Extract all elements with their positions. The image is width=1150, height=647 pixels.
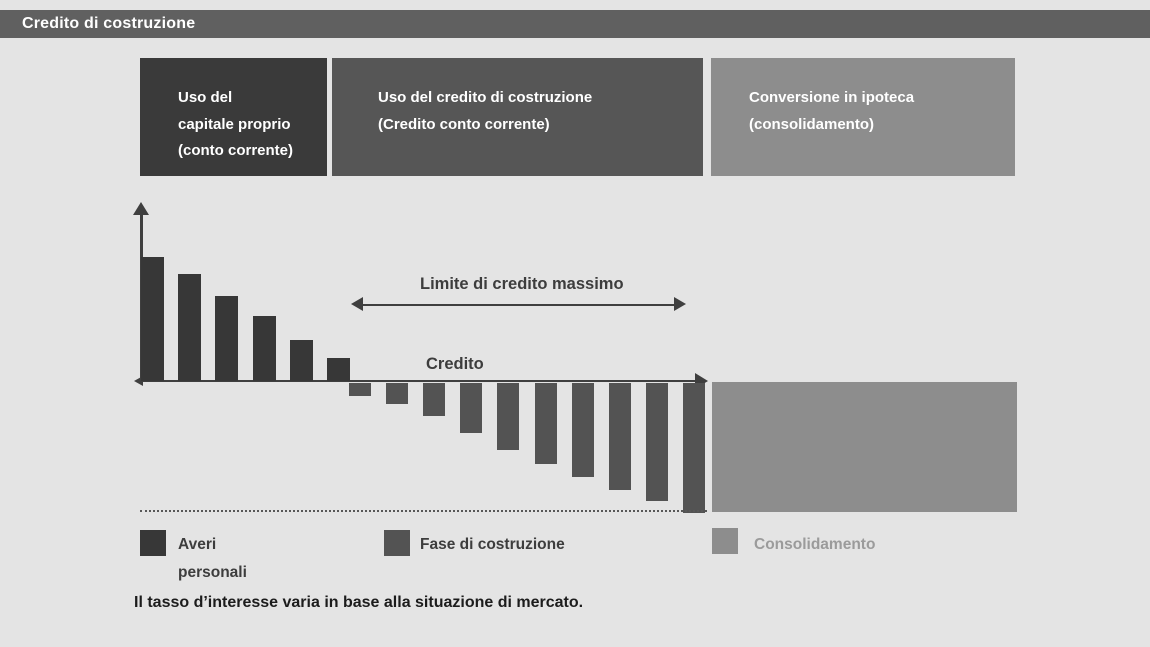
title-bar bbox=[0, 10, 1150, 38]
phase-box-equity bbox=[140, 58, 327, 176]
construction-credit-bar bbox=[386, 383, 408, 404]
consolidation-block bbox=[712, 382, 1017, 512]
phase-box-consolidation-line: (consolidamento) bbox=[749, 115, 875, 133]
phase-box-consolidation bbox=[711, 58, 1015, 176]
phase-box-construction-credit bbox=[332, 58, 703, 176]
equity-bar bbox=[327, 358, 350, 381]
construction-credit-bar bbox=[423, 383, 445, 416]
phase-box-equity-line: Uso del bbox=[178, 89, 233, 106]
construction-credit-bar bbox=[609, 383, 631, 490]
page-title: Credito di costruzione bbox=[22, 15, 196, 32]
equity-bar bbox=[178, 274, 201, 381]
construction-credit-bar bbox=[646, 383, 668, 501]
construction-credit-bar bbox=[572, 383, 594, 477]
equity-bar bbox=[215, 296, 238, 381]
legend-label-fase-di-costruzione: Fase di costruzione bbox=[420, 536, 565, 553]
construction-credit-bar bbox=[535, 383, 557, 464]
legend-label-averi-personali: Averi personali bbox=[178, 536, 247, 581]
phase-box-construction-credit-line: Uso del credito di costruzione bbox=[378, 89, 593, 106]
equity-bar bbox=[141, 257, 164, 381]
construction-credit-bar bbox=[497, 383, 519, 450]
construction-credit-bar bbox=[460, 383, 482, 433]
legend-swatch-fase-di-costruzione bbox=[384, 530, 410, 556]
max-depth-dotted-line bbox=[140, 510, 707, 512]
legend-swatch-consolidamento bbox=[712, 528, 738, 554]
phase-box-equity-line: capitale proprio bbox=[178, 115, 291, 133]
y-axis-arrow-icon bbox=[133, 202, 149, 215]
credit-axis-label: Credito bbox=[426, 355, 484, 373]
legend-swatch-averi-personali bbox=[140, 530, 166, 556]
phase-box-consolidation-line: Conversione in ipoteca bbox=[749, 89, 915, 106]
credit-limit-arrow-left-icon bbox=[351, 297, 363, 311]
construction-credit-bar bbox=[683, 383, 705, 513]
equity-bar bbox=[253, 316, 276, 381]
construction-credit-bar bbox=[349, 383, 371, 396]
phase-box-equity-line: (conto corrente) bbox=[178, 142, 294, 159]
credit-limit-arrow-right-icon bbox=[674, 297, 686, 311]
credit-limit-label: Limite di credito massimo bbox=[420, 275, 624, 293]
footer-note: Il tasso d’interesse varia in base alla situazione di mercato. bbox=[134, 594, 584, 611]
phase-box-construction-credit-line: (Credito conto corrente) bbox=[378, 115, 550, 133]
legend-label-consolidamento: Consolidamento bbox=[754, 536, 876, 553]
credit-limit-arrow-line bbox=[357, 304, 680, 306]
equity-bar bbox=[290, 340, 313, 381]
